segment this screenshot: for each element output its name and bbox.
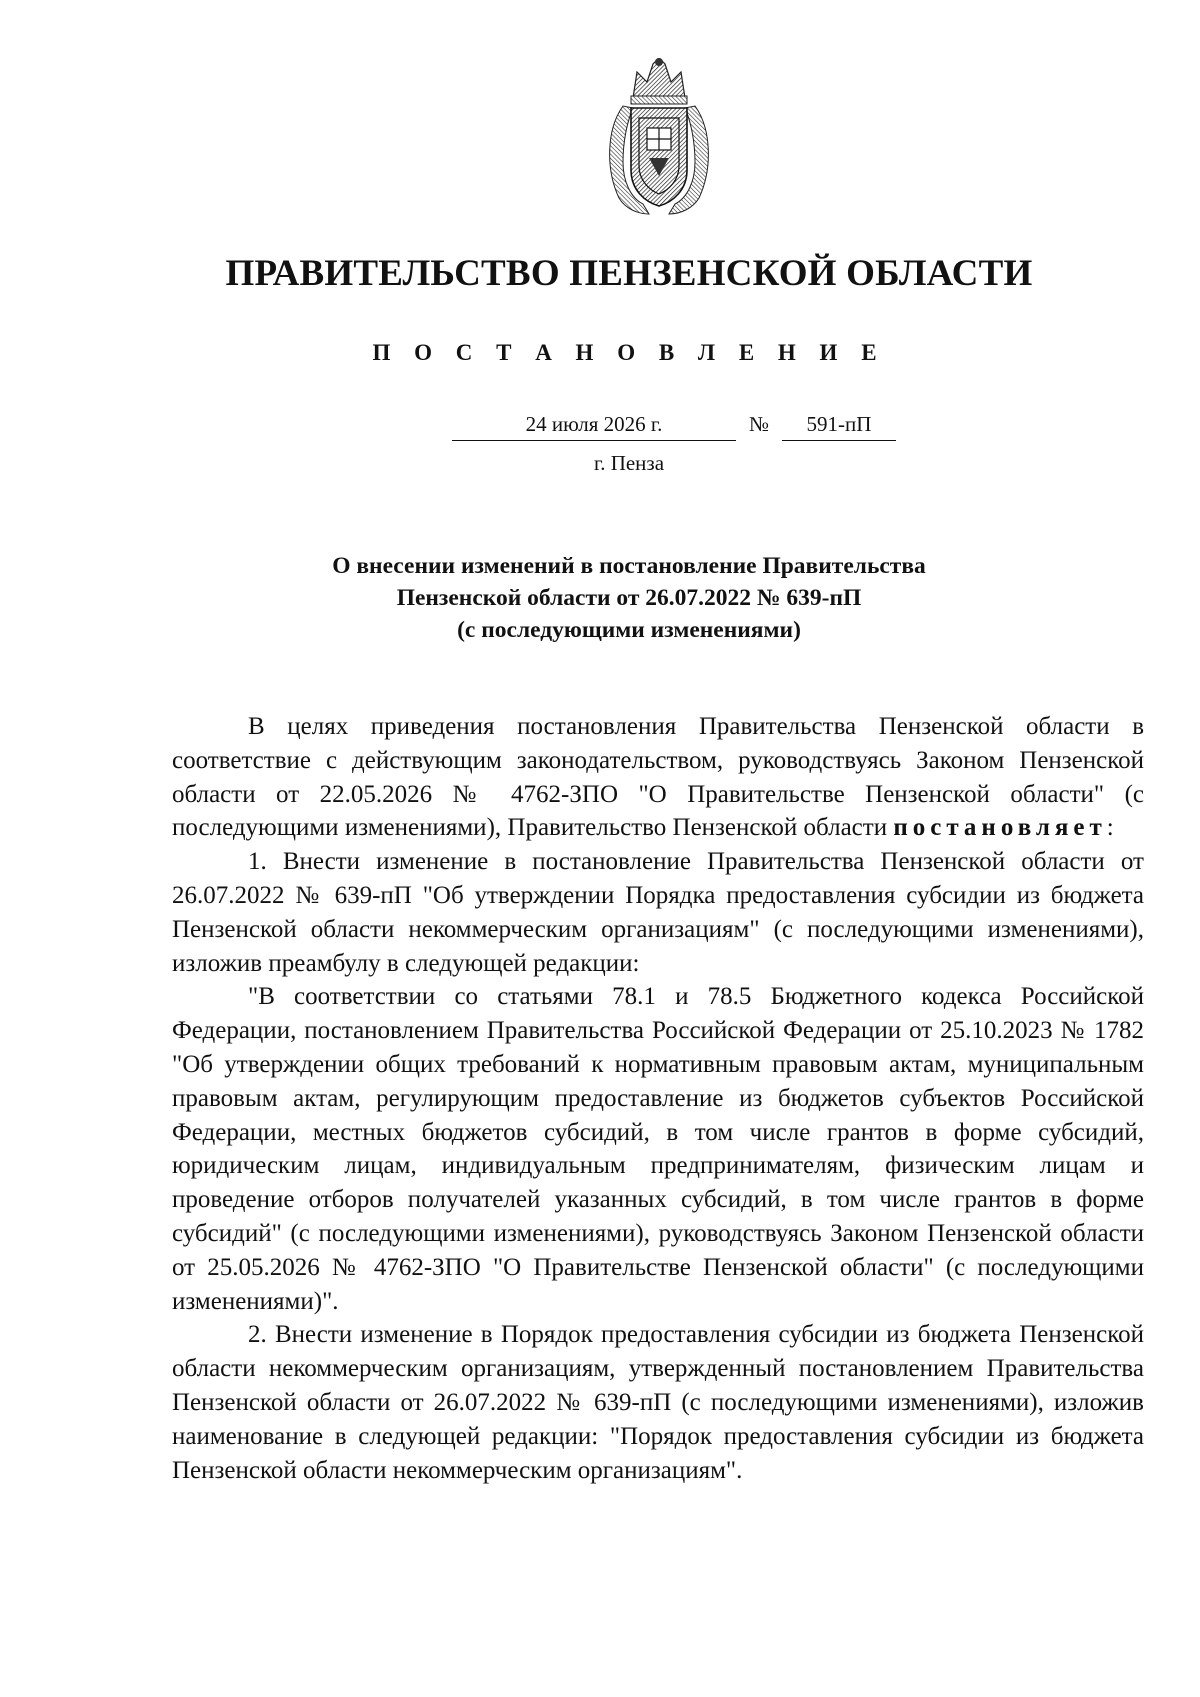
date-number-line [452, 412, 897, 442]
document-date: 24 июля 2026 г. [452, 412, 736, 441]
decree-colon: : [1106, 814, 1114, 842]
decree-word: постановляет [893, 814, 1107, 842]
document-city: г. Пенза [593, 451, 665, 475]
number-sign: № [748, 412, 770, 436]
item-1-quote-paragraph: "В соответствии со статьями 78.1 и 78.5 Бюджетного кодекса Российской Федерации, постановлением Правительства Российской Федерации от 25.10.2023 № 1782 "Об утверждении общих требований к нормативным правовым актам, муниципальным правовым актам, регулирующим предоставление из бюджетов субъектов Российской Федерации, местных бюджетов субсидий, в том числе грантов в форме субсидий, юридическим лицам, индивидуальным предпринимателям, физическим лицам и проведение отборов получателей указанных субсидий, в том числе грантов в форме субсидий" (с последующими изменениями), руководствуясь Законом Пензенской области от 25.05.2026 № 4762-ЗПО "О Правительстве Пензенской области" (с последующими изменениями)". [172, 983, 1144, 1315]
document-type-heading: П О С Т А Н О В Л Е Н И Е [372, 340, 886, 365]
document-body [172, 710, 1144, 1487]
subject-line-3: (с последующими изменениями) [457, 617, 801, 643]
subject-line-1: О внесении изменений в постановление Правительства [332, 553, 926, 579]
preamble-text: В целях приведения постановления Правительства Пензенской области в соответствие с действующим законодательством, руководствуясь Законом Пензенской области от 22.05.2026 № 4762-ЗПО "О Правительстве Пензенской области" (с последующими изменениями), Правительство Пензенской области [172, 713, 1144, 842]
subject-line-2: Пензенской области от 26.07.2022 № 639-пП [396, 585, 862, 611]
document-subject [58, 550, 1200, 646]
coat-of-arms-icon [603, 58, 715, 216]
item-1-paragraph: 1. Внести изменение в постановление Правительства Пензенской области от 26.07.2022 № 639-пП "Об утверждении Порядка предоставления субсидии из бюджета Пензенской области некоммерческим организациям" (с последующими изменениями), изложив преамбулу в следующей редакции: [172, 848, 1144, 977]
organization-title: ПРАВИТЕЛЬСТВО ПЕНЗЕНСКОЙ ОБЛАСТИ [225, 253, 1033, 294]
document-number: 591-пП [782, 412, 896, 441]
preamble-paragraph [172, 710, 1144, 845]
item-2-paragraph: 2. Внести изменение в Порядок предоставления субсидии из бюджета Пензенской области некоммерческим организациям, утвержденный постановлением Правительства Пензенской области от 26.07.2022 № 639-пП (с последующими изменениями), изложив наименование в следующей редакции: "Порядок предоставления субсидии из бюджета Пензенской области некоммерческим организациям". [172, 1321, 1144, 1484]
